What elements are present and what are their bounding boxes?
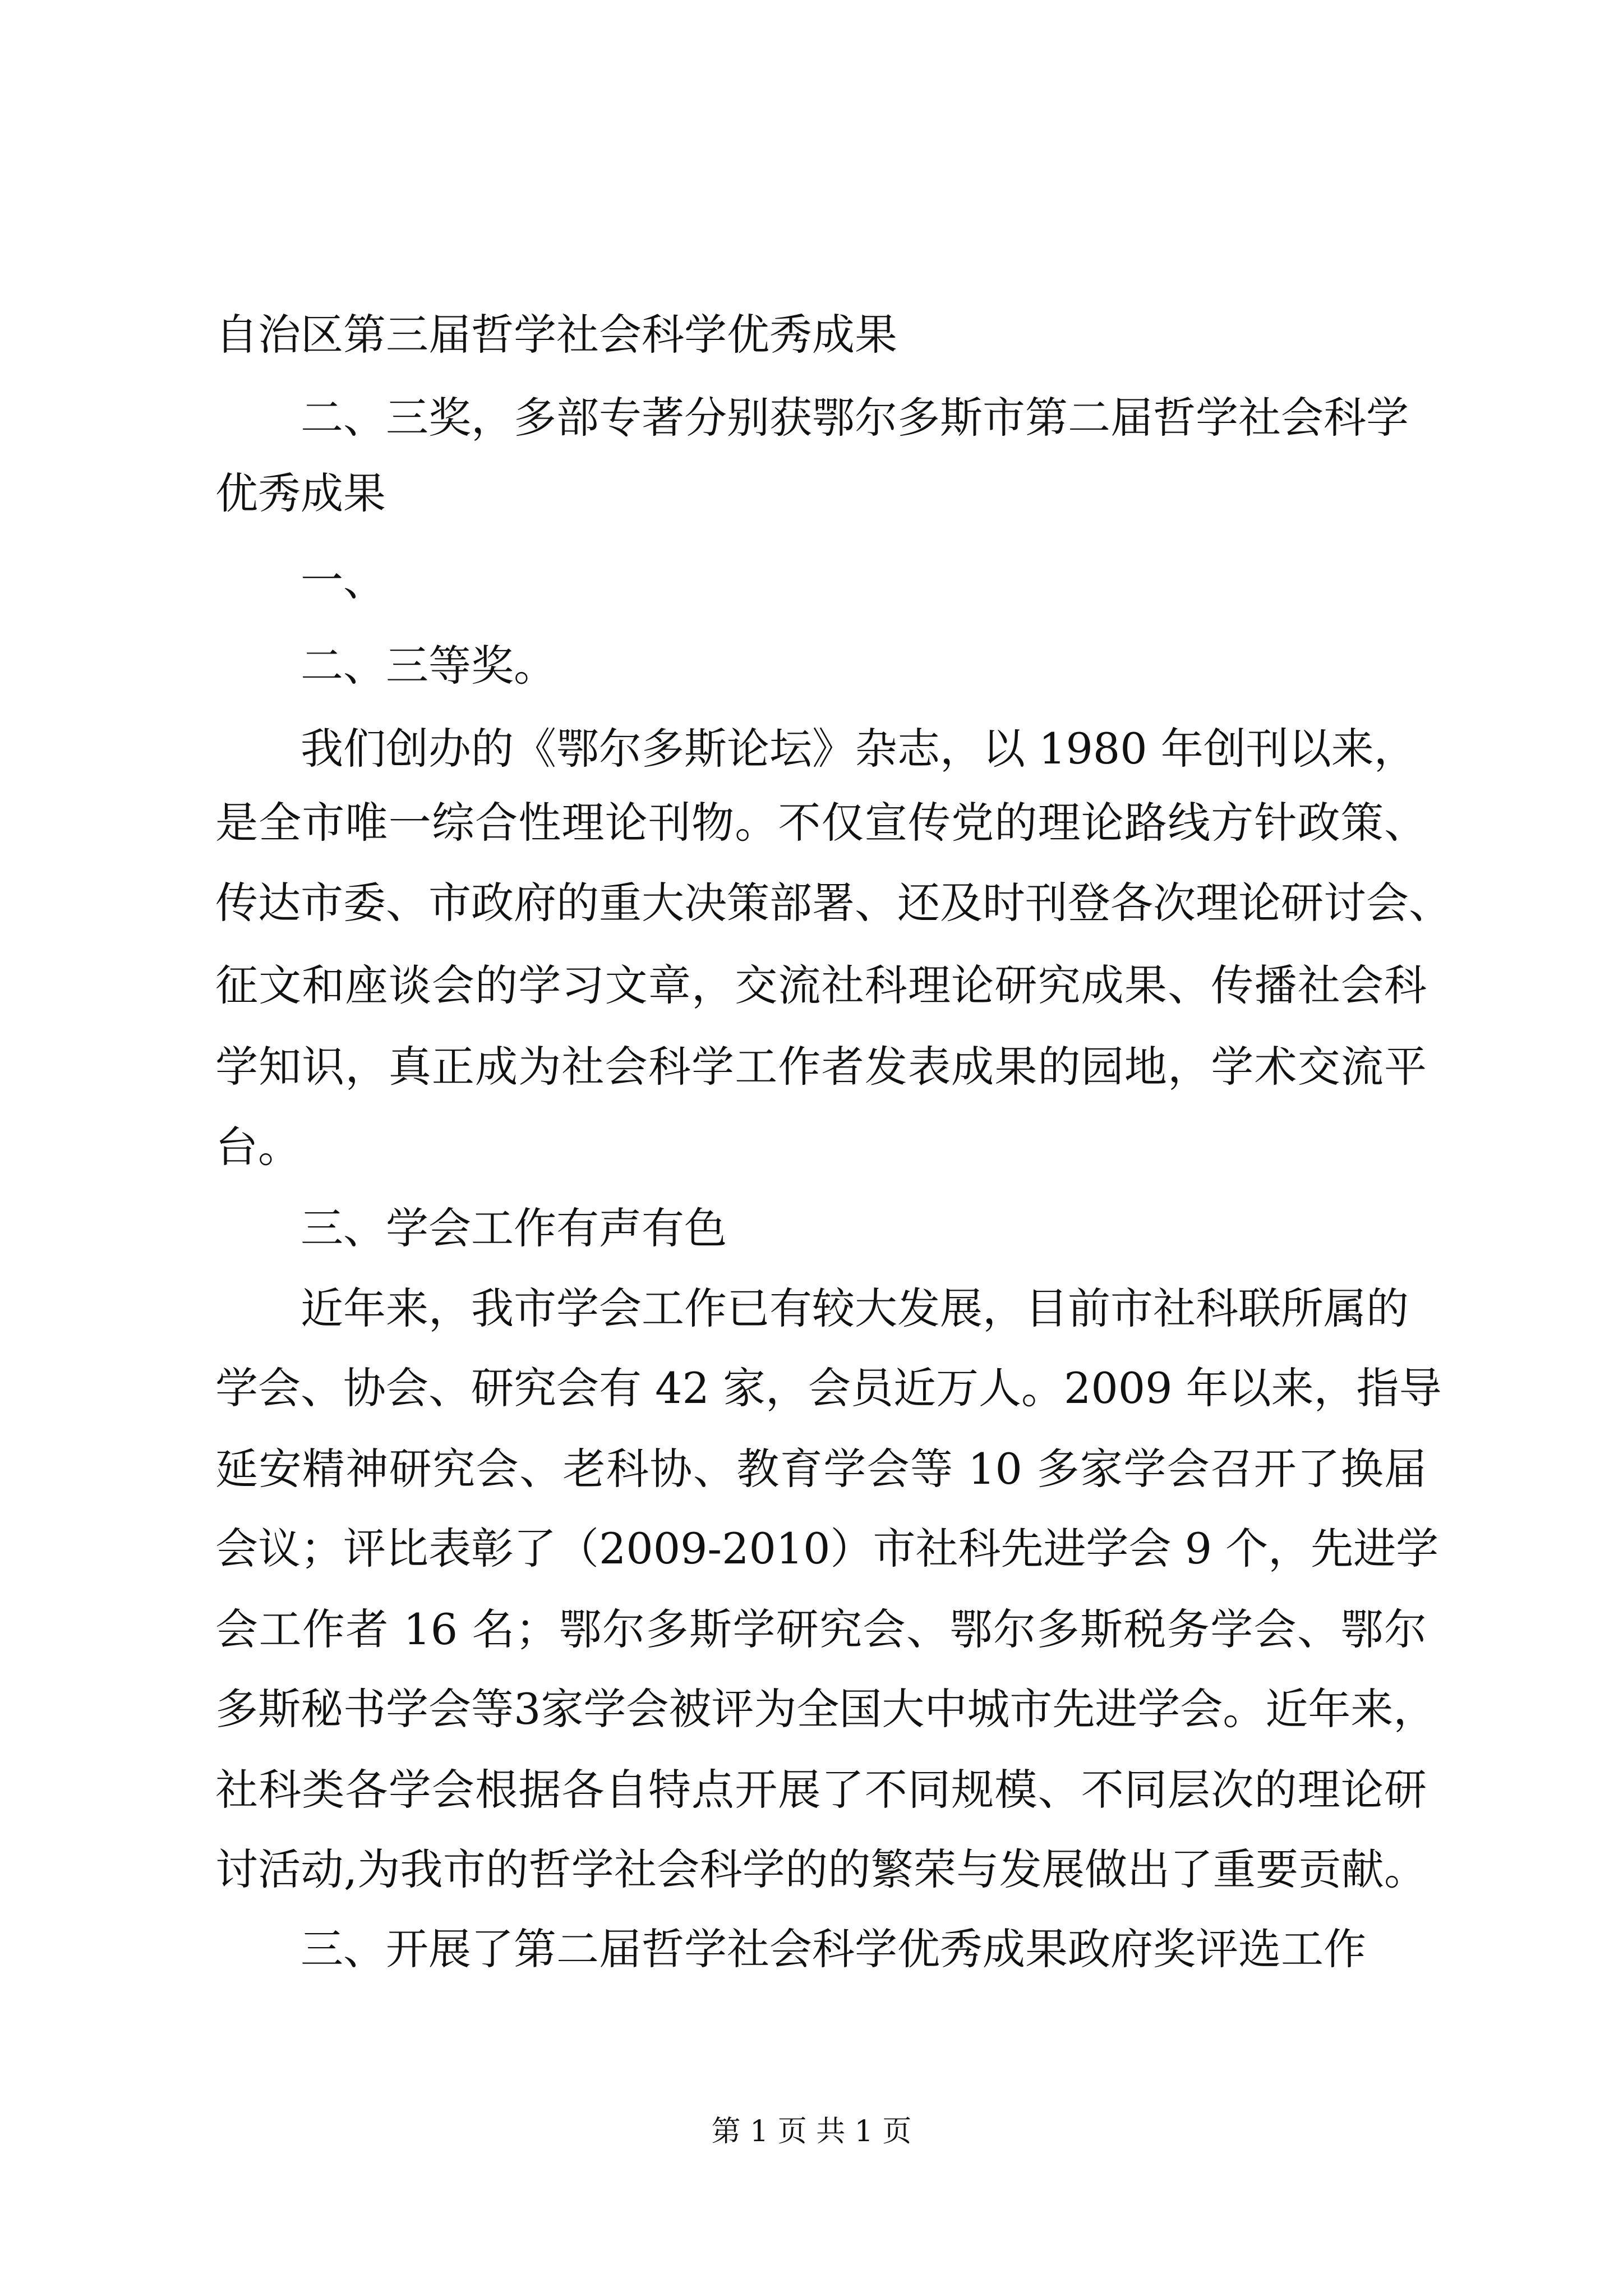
text-line-11: 台。 — [215, 1122, 301, 1172]
text-line-3: 优秀成果 — [215, 468, 386, 518]
text-line-7: 是全市唯一综合性理论刊物。不仅宣传党的理论路线方针政策、 — [215, 798, 1427, 848]
text-line-10: 学知识，真正成为社会科学工作者发表成果的园地，学术交流平 — [215, 1042, 1427, 1092]
section-heading-awards: 三、开展了第二届哲学社会科学优秀成果政府奖评选工作 — [301, 1924, 1366, 1974]
text-line-17: 会工作者 16 名；鄂尔多斯学研究会、鄂尔多斯税务学会、鄂尔 — [215, 1604, 1427, 1654]
text-line-13: 近年来，我市学会工作已有较大发展，目前市社科联所属的 — [301, 1283, 1409, 1333]
text-line-6: 我们创办的《鄂尔多斯论坛》杂志，以 1980 年创刊以来， — [301, 724, 1417, 774]
text-line-5: 二、三等奖。 — [301, 641, 556, 691]
text-line-14: 学会、协会、研究会有 42 家，会员近万人。2009 年以来，指导 — [215, 1363, 1442, 1413]
text-line-18: 多斯秘书学会等3家学会被评为全国大中城市先进学会。近年来， — [215, 1684, 1436, 1734]
text-line-8: 传达市委、市政府的重大决策部署、还及时刊登各次理论研讨会、 — [215, 878, 1451, 928]
text-line-16: 会议；评比表彰了（2009-2010）市社科先进学会 9 个，先进学 — [215, 1524, 1439, 1573]
text-line-1: 自治区第三届哲学社会科学优秀成果 — [215, 310, 897, 360]
text-line-2: 二、三奖，多部专著分别获鄂尔多斯市第二届哲学社会科学 — [301, 393, 1409, 443]
text-line-20: 讨活动,为我市的哲学社会科学的的繁荣与发展做出了重要贡献。 — [215, 1844, 1427, 1894]
text-line-4: 一、 — [301, 555, 386, 605]
text-line-9: 征文和座谈会的学习文章，交流社科理论研究成果、传播社会科 — [215, 960, 1427, 1010]
text-line-15: 延安精神研究会、老科协、教育学会等 10 多家学会召开了换届 — [215, 1444, 1427, 1494]
page-footer: 第 1 页 共 1 页 — [711, 2115, 912, 2148]
text-line-19: 社科类各学会根据各自特点开展了不同规模、不同层次的理论研 — [215, 1765, 1427, 1815]
section-heading-associations: 三、学会工作有声有色 — [301, 1203, 727, 1253]
